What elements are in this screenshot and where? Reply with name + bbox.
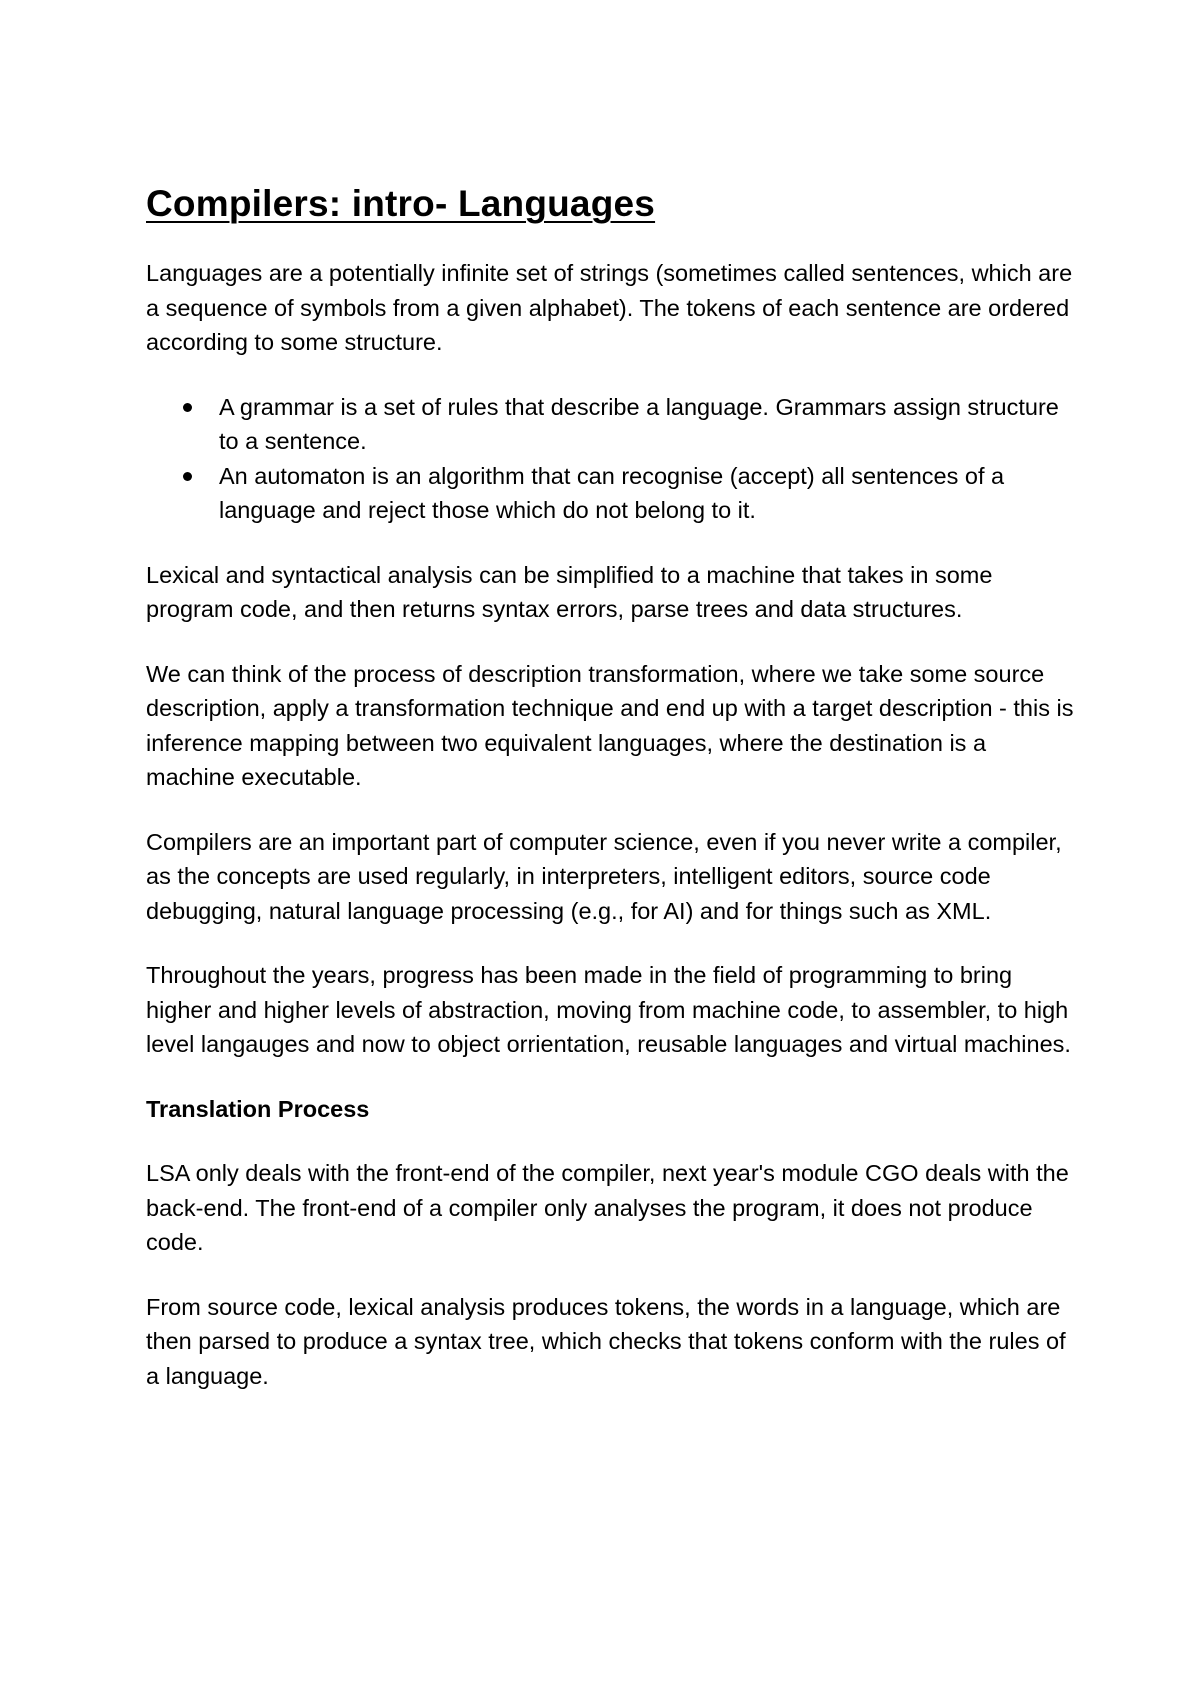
document-body: [146, 180, 1076, 1423]
bullet-icon: [183, 403, 192, 412]
bullet-text: An automaton is an algorithm that can recognise (accept) all sentences of a language and reject those which do not belong to it.: [219, 462, 1005, 523]
paragraph-front-end: LSA only deals with the front-end of the compiler, next year's module CGO deals with the back-end. The front-end of a compiler only analyses the program, it does not produce code.: [146, 1160, 1069, 1255]
bullet-list: [146, 390, 1076, 528]
paragraph-lexical-analysis: Lexical and syntactical analysis can be simplified to a machine that takes in some program code, and then returns syntax errors, parse trees and data structures.: [146, 561, 993, 622]
paragraph-description-transformation: We can think of the process of description transformation, where we take some source description, apply a transformation technique and end up with a target description - this is inference mapping between two equivalent languages, where the destination is a machine executable.: [146, 660, 1074, 790]
paragraph-compilers-importance: Compilers are an important part of computer science, even if you never write a compiler, as the concepts are used regularly, in interpreters, intelligent editors, source code debugging, natural language processing (e.g., for AI) and for things such as XML.: [146, 828, 1062, 924]
page-title: Compilers: intro- Languages: [146, 183, 656, 224]
paragraph-lexical-tokens: From source code, lexical analysis produces tokens, the words in a language, which are then parsed to produce a syntax tree, which checks that tokens conform with the rules of a language.: [146, 1293, 1066, 1389]
paragraph-abstraction-progress: Throughout the years, progress has been made in the field of programming to bring higher and higher levels of abstraction, moving from machine code, to assembler, to high level langauges and now to object orrientation, reusable languages and virtual machines.: [146, 962, 1071, 1057]
bullet-item-grammar: [146, 390, 1076, 459]
bullet-item-automaton: [146, 459, 1076, 528]
section-heading: Translation Process: [146, 1095, 370, 1122]
bullet-icon: [183, 472, 192, 481]
intro-paragraph: Languages are a potentially infinite set of strings (sometimes called sentences, which are a sequence of symbols from a given alphabet). The tokens of each sentence are ordered according to some structure.: [146, 260, 1073, 355]
bullet-text: A grammar is a set of rules that describe a language. Grammars assign structure to a sentence.: [219, 393, 1059, 454]
